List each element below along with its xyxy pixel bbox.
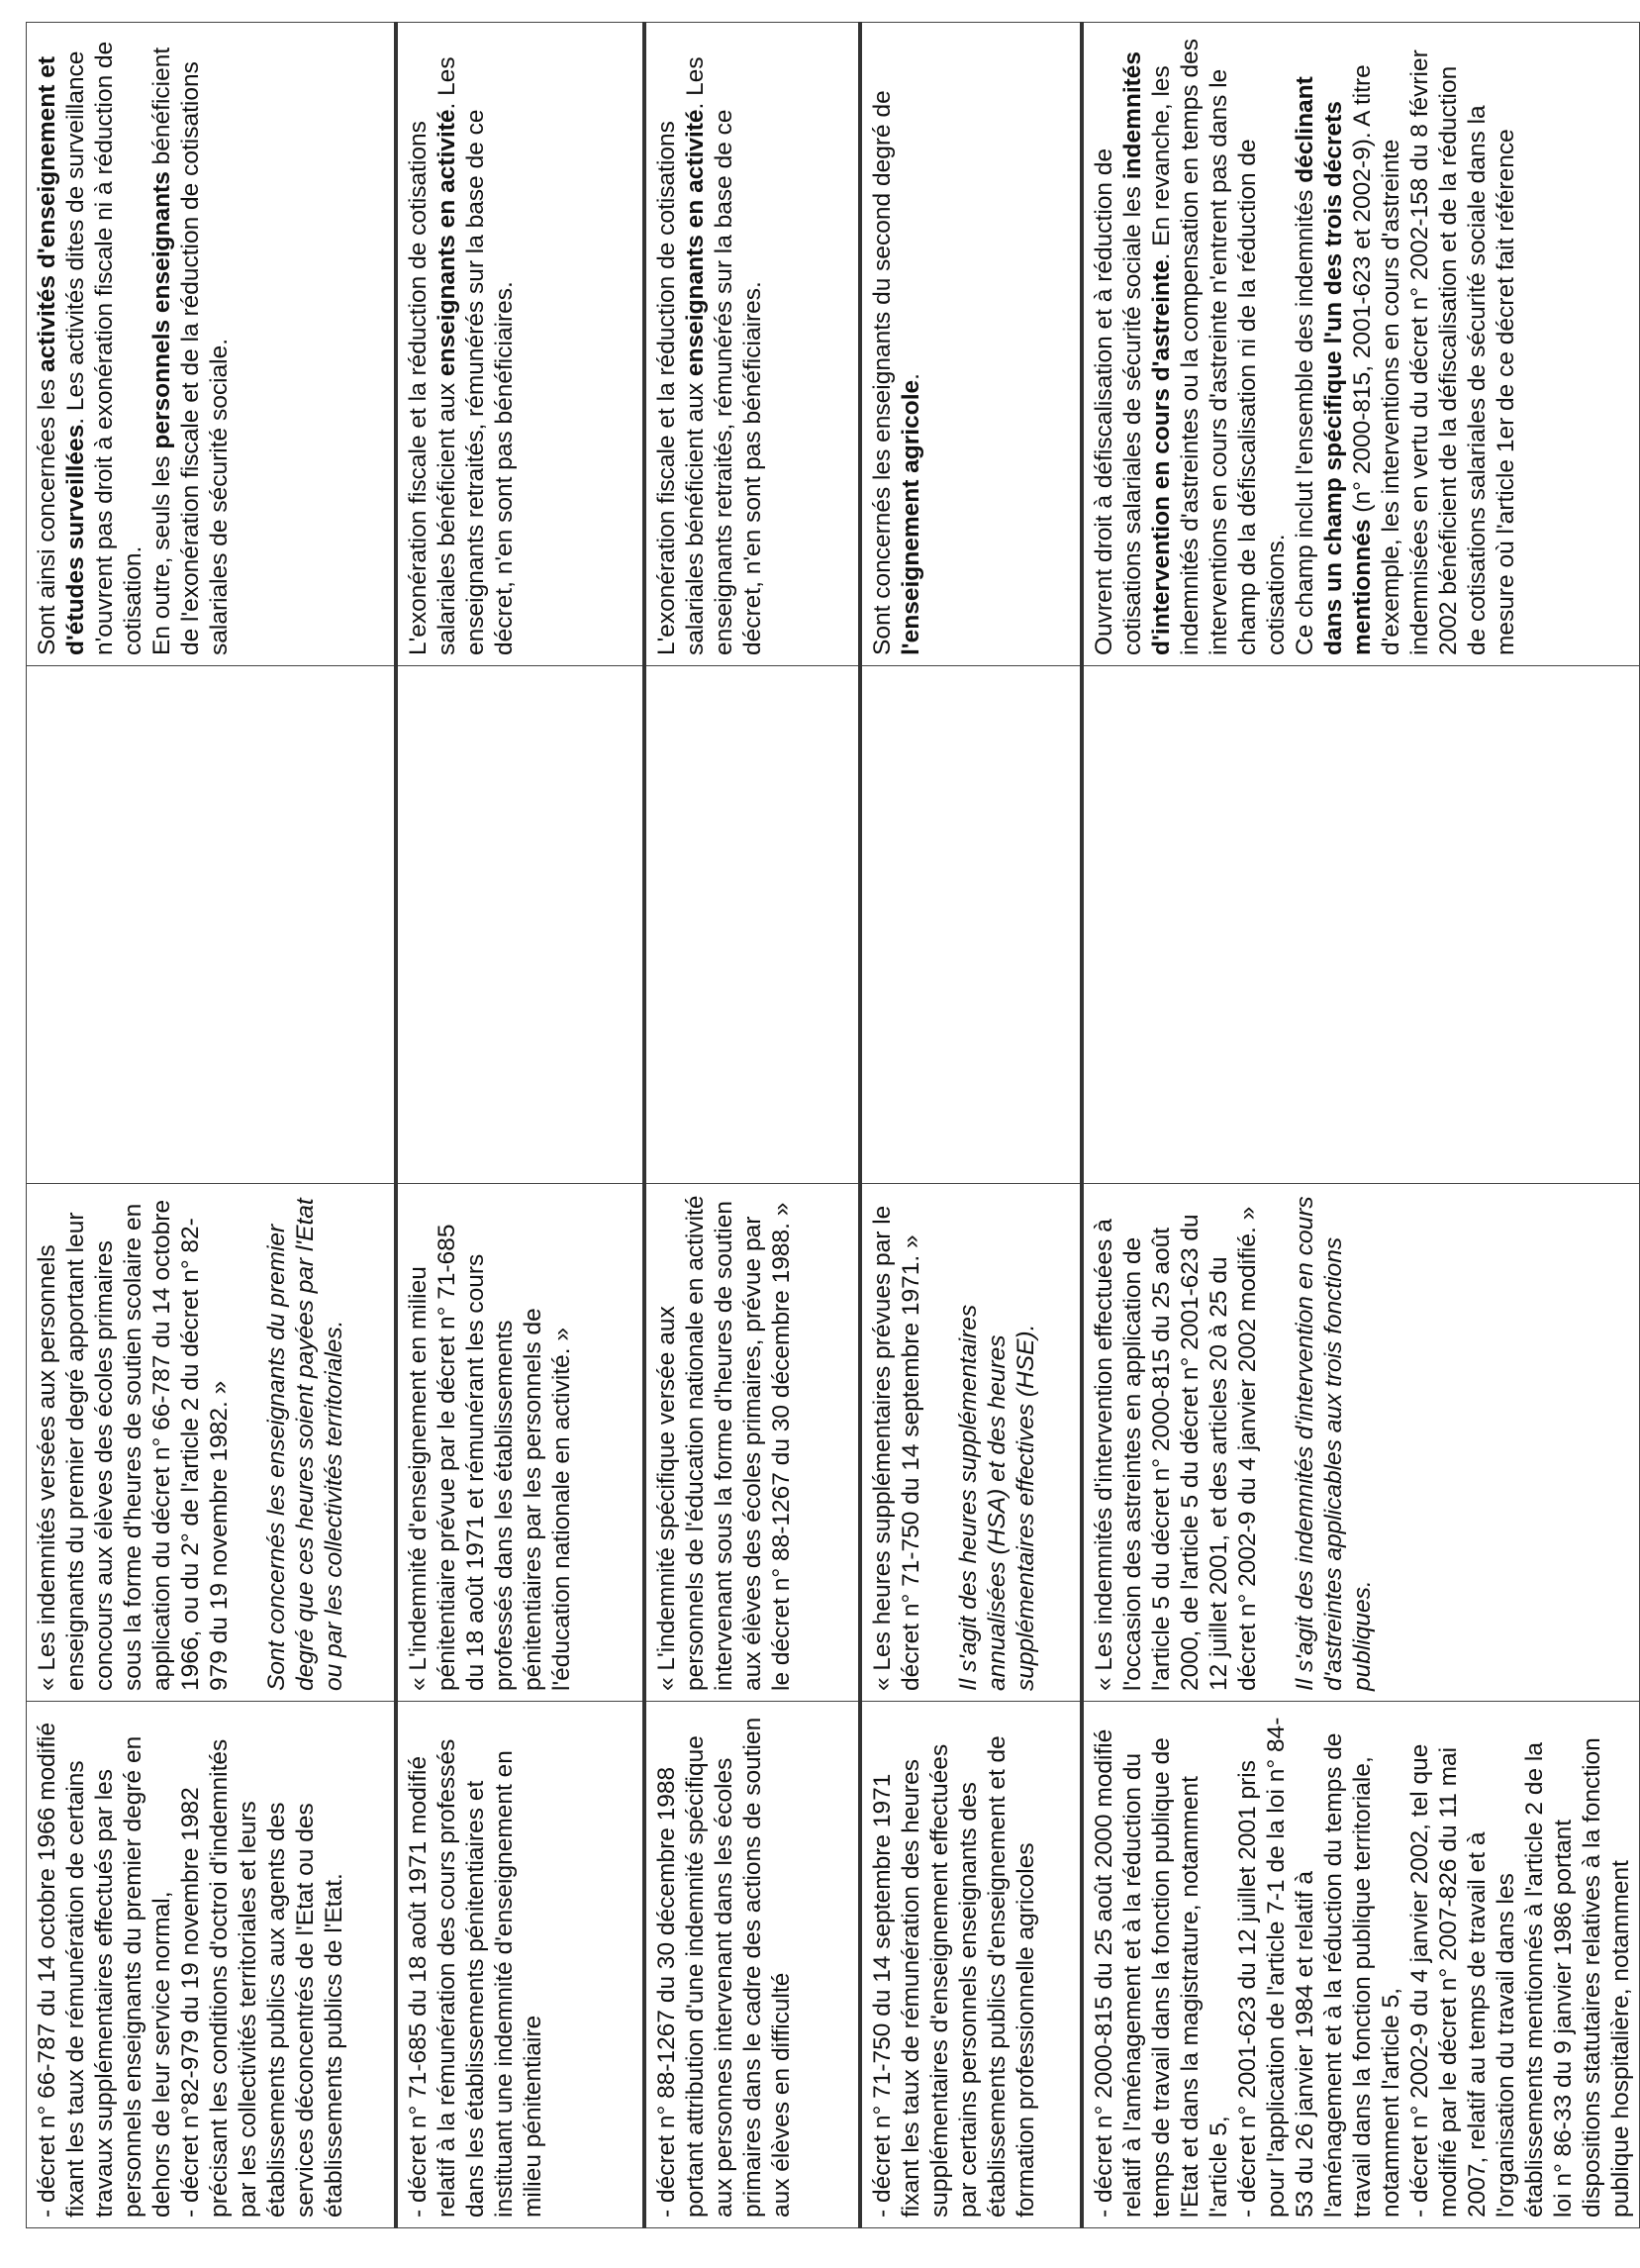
commentary-text	[404, 33, 519, 655]
decree-table-body	[27, 23, 1640, 2228]
spacer	[925, 1194, 954, 1691]
legal-reference-text: - décret n° 71-750 du 14 septembre 1971 fixant les taux de rémunération des heures supplémentaires d'enseignement effectuées par certains personnels enseignants des établissements publics d'enseignement et de formation professionnelle agricoles	[868, 1735, 1039, 2218]
emphasis-text: personnels enseignants	[148, 171, 175, 449]
legal-reference-text: - décret n° 71-685 du 18 août 1971 modifié relatif à la rémunération des cours professés dans les établissements pénitentiaires et instituant une indemnité d'enseignement en milieu pénitentiaire	[404, 1738, 546, 2218]
emphasis-text: indemnités d'intervention en cours d'astreinte	[1118, 50, 1175, 655]
table-row	[1082, 23, 1640, 2228]
quotation-text: « Les heures supplémentaires prévues par le décret n° 71-750 du 14 septembre 1971. »	[868, 1205, 924, 1691]
commentary-segment: . Les activités dites de surveillance n'ouvrent pas droit à exonération fiscale ni à réduction de cotisation. En outre, seuls les	[62, 41, 175, 655]
quotation-cell	[1082, 1184, 1640, 1702]
empty-cell	[396, 666, 644, 1184]
spacer	[1262, 1194, 1291, 1691]
commentary-segment: Sont concernés les enseignants du second degré de	[868, 90, 896, 655]
quotation-text: « Les indemnités versées aux personnels enseignants du premier degré apportant leur concours aux élèves des écoles primaires sous la forme d'heures de soutien scolaire en application du décret n° 66-787 du 14 octobre 1966, ou du 2° de l'article 2 du décret n° 82-979 du 19 novembre 1982. »	[34, 1199, 233, 1691]
commentary-segment: . En revanche, les indemnités d'astreintes ou la compensation en temps des interventions en cours d'astreinte n'entrent pas dans le champ de la défiscalisation ni de la réduction de cotisations. Ce champ inclut l'ensemble des indemnités	[1147, 39, 1318, 655]
commentary-segment: . Les enseignants retraités, rémunérés sur la base de ce décret, n'en sont pas bénéficiaires.	[433, 56, 518, 655]
legal-reference-text: - décret n° 2000-815 du 25 août 2000 modifié relatif à l'aménagement et à la réduction du temps de travail dans la fonction publique de l'Etat et dans la magistrature, notamment l'article 5, - décret n° 2001-623 du 12 juillet 2001 pris pour l'application de l'article 7-1 de la loi n° 84-53 du 26 janvier 1984 et relatif à l'aménagement et à la réduction du temps de travail dans la fonction publique territoriale, notamment l'article 5, - décret n° 2002-9 du 4 janvier 2002, tel que modifié par le décret n° 2007-826 du 11 mai 2007, relatif au temps de travail et à l'organisation du travail dans les établissements mentionnés à l'article 2 de la loi n° 86-33 du 9 janvier 1986 portant dispositions statutaires relatives à la fonction publique hospitalière, notamment	[1090, 1717, 1634, 2218]
commentary-segment: . Les enseignants retraités, rémunérés sur la base de ce décret, n'en sont pas bénéficiaires.	[681, 56, 766, 655]
emphasis-text: enseignants en activité	[433, 109, 460, 377]
legal-reference-cell	[1082, 1702, 1640, 2228]
table-row	[27, 23, 396, 2228]
legal-reference-cell	[644, 1702, 860, 2228]
legal-reference-text: - décret n° 88-1267 du 30 décembre 1988 portant attribution d'une indemnité spécifique aux personnes intervenant dans les écoles primaires dans le cadre des actions de soutien aux élèves en difficulté	[652, 1717, 795, 2218]
commentary-segment: Ouvrent droit à défiscalisation et à réduction de cotisations salariales de sécurité sociale les	[1090, 148, 1146, 655]
commentary-cell	[644, 23, 860, 666]
italic-note: Il s'agit des heures supplémentaires annualisées (HSA) et des heures supplémentaires effectives (HSE).	[954, 1304, 1039, 1691]
table-row	[644, 23, 860, 2228]
emphasis-text: enseignants en activité	[681, 109, 709, 377]
commentary-text	[33, 33, 234, 655]
italic-note: Il s'agit des indemnités d'intervention en cours d'astreintes applicables aux trois fonctions publiques.	[1291, 1196, 1376, 1691]
italic-note: Sont concernés les enseignants du premier degré que ces heures soient payées par l'Etat ou par les collectivités territoriales.	[263, 1198, 347, 1691]
legal-reference-cell	[860, 1702, 1082, 2228]
emphasis-text: activités d'enseignement et d'études surveillées	[34, 56, 89, 655]
empty-cell	[860, 666, 1082, 1184]
emphasis-text: déclinant dans un champ spécifique l'un des trois décrets mentionnés	[1291, 76, 1376, 655]
quotation-text: « L'indemnité spécifique versée aux personnels de l'éducation nationale en activité intervenant sous la forme d'heures de soutien aux élèves des écoles primaires, prévue par le décret n° 88-1267 du 30 décembre 1988. »	[652, 1195, 795, 1691]
quotation-cell	[860, 1184, 1082, 1702]
commentary-cell	[27, 23, 396, 666]
legal-reference-text: - décret n° 66-787 du 14 octobre 1966 modifié fixant les taux de rémunération de certains travaux supplémentaires effectués par les personnels enseignants du premier degré en dehors de leur service normal, - décret n°82-979 du 19 novembre 1982 précisant les conditions d'octroi d'indemnités par les collectivités territoriales et leurs établissements publics aux agents des services déconcentrés de l'Etat ou des établissements publics de l'Etat.	[34, 1722, 347, 2218]
commentary-cell	[860, 23, 1082, 666]
table-row	[396, 23, 644, 2228]
legal-reference-cell	[27, 1702, 396, 2228]
table-row	[860, 23, 1082, 2228]
commentary-text	[652, 33, 767, 655]
empty-cell	[644, 666, 860, 1184]
commentary-segment: L'exonération fiscale et la réduction de cotisations salariales bénéficient aux	[404, 121, 460, 655]
empty-cell	[27, 666, 396, 1184]
commentary-segment: (n° 2000-815, 2001-623 et 2002-9). A titre d'exemple, les interventions en cours d'astreinte indemnisées en vertu du décret n° 2002-158 du 8 février 2002 bénéficient de la défiscalisation et de la réduction de cotisations salariales de sécurité sociale dans la mesure où l'article 1er de ce décret fait référence	[1348, 49, 1519, 655]
commentary-text	[1090, 33, 1520, 655]
commentary-segment: Sont ainsi concernées les	[34, 372, 60, 655]
spacer	[234, 1194, 262, 1691]
commentary-text	[868, 33, 925, 655]
commentary-segment: .	[897, 373, 924, 380]
commentary-segment: bénéficient de l'exonération fiscale et de la réduction de cotisations salariales de sécurité sociale.	[148, 47, 233, 655]
quotation-cell	[644, 1184, 860, 1702]
quotation-cell	[396, 1184, 644, 1702]
quotation-text: « L'indemnité d'enseignement en milieu pénitentiaire prévue par le décret n° 71-685 du 18 août 1971 et rémunérant les cours professés dans les établissements pénitentiaires par les personnels de l'éducation nationale en activité. »	[404, 1224, 575, 1691]
commentary-cell	[396, 23, 644, 666]
decree-table	[26, 22, 1640, 2228]
commentary-segment: L'exonération fiscale et la réduction de cotisations salariales bénéficient aux	[652, 121, 709, 655]
quotation-cell	[27, 1184, 396, 1702]
legal-reference-cell	[396, 1702, 644, 2228]
emphasis-text: l'enseignement agricole	[897, 379, 924, 655]
commentary-cell	[1082, 23, 1640, 666]
quotation-text: « Les indemnités d'intervention effectuées à l'occasion des astreintes en application de l'article 5 du décret n° 2000-815 du 25 août 2000, de l'article 5 du décret n° 2001-623 du 12 juillet 2001, et des articles 20 à 25 du décret n° 2002-9 du 4 janvier 2002 modifié. »	[1090, 1206, 1261, 1691]
empty-cell	[1082, 666, 1640, 1184]
